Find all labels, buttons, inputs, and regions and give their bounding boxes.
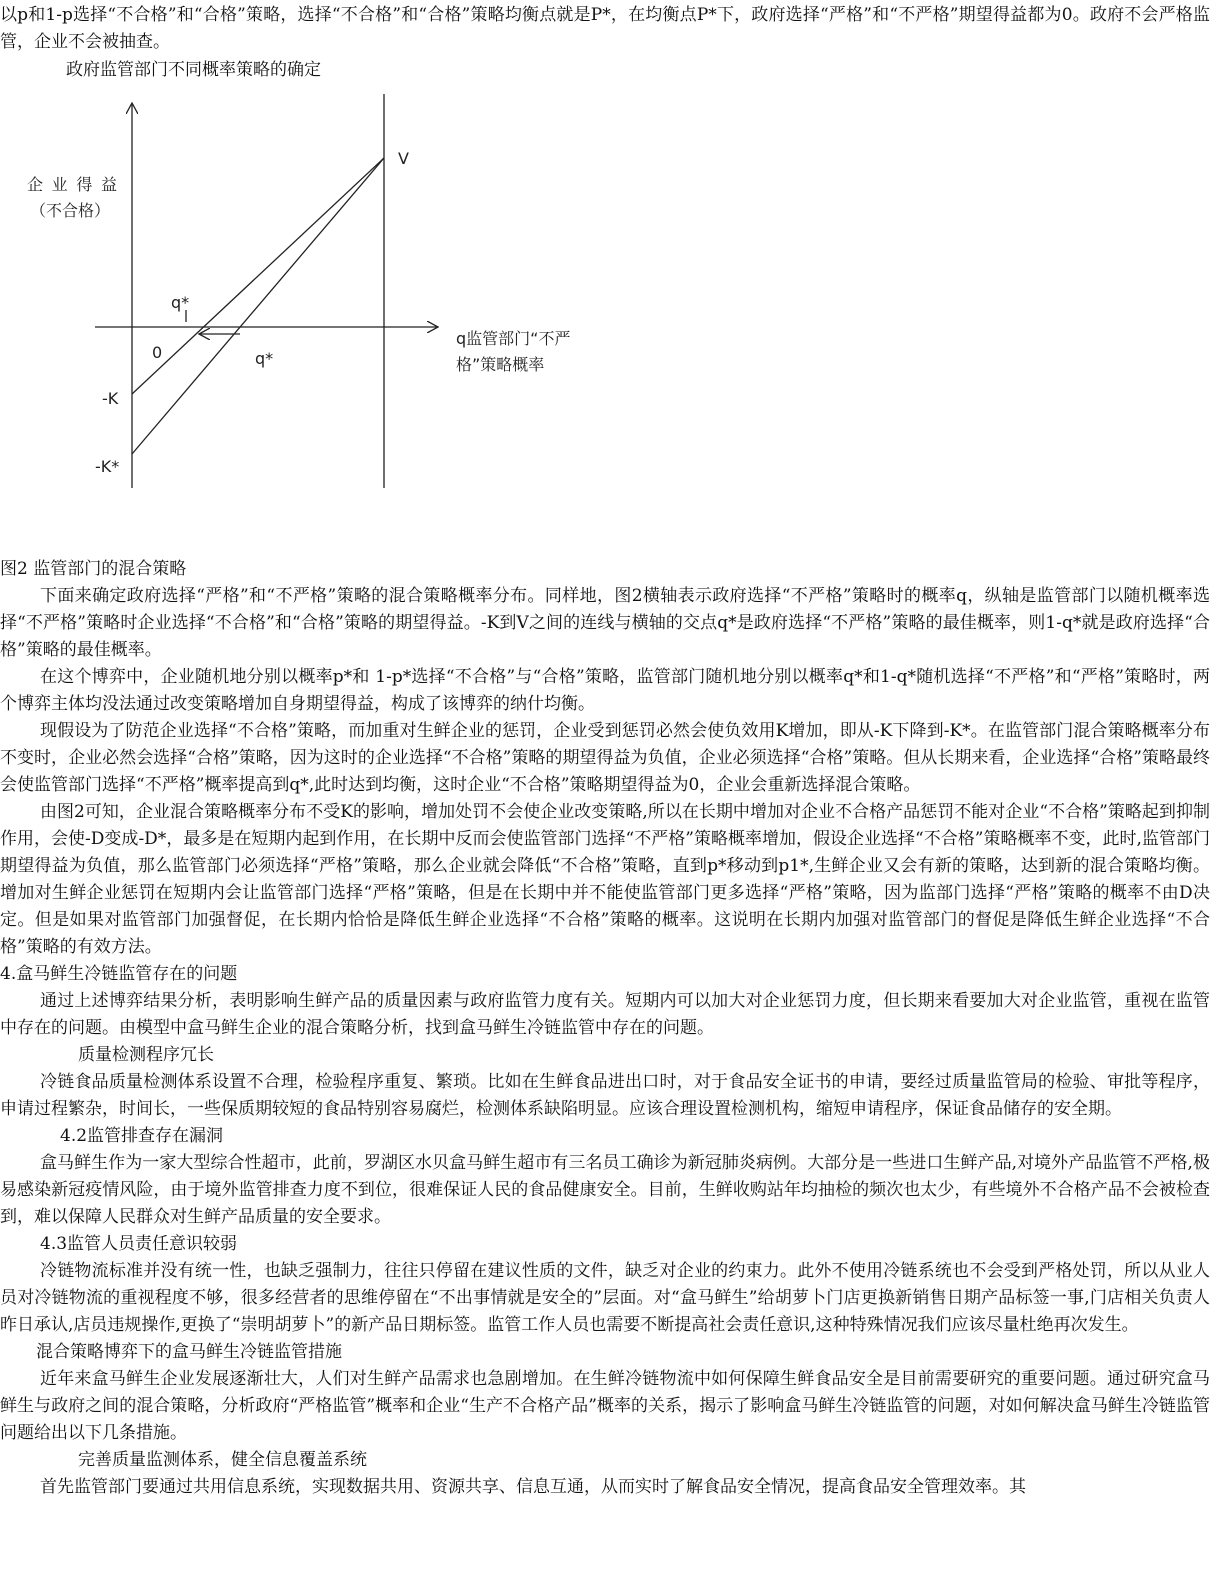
neg-k-star-label: -K* bbox=[95, 457, 120, 476]
q-star-star-label: q* bbox=[255, 349, 274, 368]
y-axis-label-line1: 企业得益 bbox=[27, 175, 117, 194]
section-4-3-body: 冷链物流标准并没有统一性，也缺乏强制力，往往只停留在建议性质的文件，缺乏对企业的约束力。此外不使用冷链系统也不会受到严格处罚，所以从业人员对冷链物流的重视程度不够，很多经营者的思维停留在“不出事情就是安全的”层面。对“盒马鲜生”给胡萝卜门店更换新销售日期产品标签一事,门店相关负责人昨日承认,店员违规操作,更换了“崇明胡萝卜”的新产品日期标签。监管工作人员也需要不断提高社会责任意识,这种特殊情况我们应该尽量杜绝再次发生。 bbox=[0, 1261, 1210, 1335]
section-4-heading: 4.盒马鲜生冷链监管存在的问题 bbox=[0, 964, 238, 984]
section-5-heading: 混合策略博弈下的盒马鲜生冷链监管措施 bbox=[36, 1342, 342, 1362]
section-5-1-heading: 完善质量监测体系，健全信息覆盖系统 bbox=[78, 1450, 367, 1470]
v-label: V bbox=[398, 149, 409, 168]
section-heading-regulator-probability: 政府监管部门不同概率策略的确定 bbox=[66, 60, 321, 80]
x-axis-label-line1: q监管部门“不严 bbox=[456, 329, 571, 348]
section-4-1-body: 冷链食品质量检测体系设置不合理，检验程序重复、繁琐。比如在生鲜食品进出口时，对于食品安全证书的申请，要经过质量监管局的检验、审批等程序，申请过程繁杂，时间长，一些保质期较短的食品特别容易腐烂，检测体系缺陷明显。应该合理设置检测机构，缩短申请程序，保证食品储存的安全期。 bbox=[0, 1072, 1210, 1119]
paragraph-mixed-strategy-distribution: 下面来确定政府选择“严格”和“不严格”策略的混合策略概率分布。同样地，图2横轴表示政府选择“不严格”策略时的概率q，纵轴是监管部门以随机概率选择“不严格”策略时企业选择“不合格”和“合格”策略的期望得益。-K到V之间的连线与横轴的交点q*是政府选择“不严格”策略的最佳概率，则1-q*就是政府选择“合格”策略的最佳概率。 bbox=[0, 586, 1210, 660]
origin-label: 0 bbox=[152, 343, 163, 362]
paragraph-figure-analysis: 由图2可知，企业混合策略概率分布不受K的影响，增加处罚不会使企业改变策略,所以在长期中增加对企业不合格产品惩罚不能对企业“不合格”策略起到抑制作用，会使-D变成-D*，最多是在短期内起到作用，在长期中反而会使监管部门选择“不严格”策略概率增加，假设企业选择“不合格”策略概率不变，此时,监管部门期望得益为负值，那么监管部门必须选择“严格”策略，那么企业就会降低“不合格”策略，直到p*移动到p1*,生鲜企业又会有新的策略，达到新的混合策略均衡。增加对生鲜企业惩罚在短期内会让监管部门选择“严格”策略，但是在长期中并不能使监管部门更多选择“严格”策略，因为监部门选择“严格”策略的概率不由D决定。但是如果对监管部门加强督促，在长期内恰恰是降低生鲜企业选择“不合格”策略的概率。这说明在长期内加强对监管部门的督促是降低生鲜企业选择“不合格”策略的有效方法。 bbox=[0, 802, 1210, 957]
paragraph-penalty-assumption: 现假设为了防范企业选择“不合格”策略，而加重对生鲜企业的惩罚，企业受到惩罚必然会使负效用K增加，即从-K下降到-K*。在监管部门混合策略概率分布不变时，企业必然会选择“合格”策略，因为这时的企业选择“不合格”策略的期望得益为负值，企业必须选择“合格”策略。但从长期来看，企业选择“合格”策略最终会使监管部门选择“不严格”概率提高到q*,此时达到均衡，这时企业“不合格”策略期望得益为0，企业会重新选择混合策略。 bbox=[0, 721, 1210, 795]
section-5-1-body: 首先监管部门要通过共用信息系统，实现数据共用、资源共享、信息互通，从而实时了解食品安全情况，提高食品安全管理效率。其 bbox=[40, 1477, 1026, 1497]
section-5-intro: 近年来盒马鲜生企业发展逐渐壮大，人们对生鲜产品需求也急剧增加。在生鲜冷链物流中如何保障生鲜食品安全是目前需要研究的重要问题。通过研究盒马鲜生与政府之间的混合策略，分析政府“严格监管”概率和企业“生产不合格产品”概率的关系，揭示了影响盒马鲜生冷链监管的问题，对如何解决盒马鲜生冷链监管问题给出以下几条措施。 bbox=[0, 1369, 1210, 1443]
section-4-3-heading: 4.3监管人员责任意识较弱 bbox=[40, 1234, 238, 1254]
section-4-intro: 通过上述博弈结果分析，表明影响生鲜产品的质量因素与政府监管力度有关。短期内可以加大对企业惩罚力度，但长期来看要加大对企业监管，重视在监管中存在的问题。由模型中盒马鲜生企业的混合策略分析，找到盒马鲜生冷链监管中存在的问题。 bbox=[0, 991, 1210, 1038]
line-neg-k-star-to-v bbox=[132, 158, 384, 454]
section-4-1-heading: 质量检测程序冗长 bbox=[78, 1045, 214, 1065]
figure-2-diagram bbox=[0, 82, 620, 512]
section-4-2-body: 盒马鲜生作为一家大型综合性超市，此前，罗湖区水贝盒马鲜生超市有三名员工确诊为新冠肺炎病例。大部分是一些进口生鲜产品,对境外产品监管不严格,极易感染新冠疫情风险，由于境外监管排查力度不到位，很难保证人民的食品健康安全。目前，生鲜收购站年均抽检的频次也太少，有些境外不合格产品不会被检查到，难以保障人民群众对生鲜产品质量的安全要求。 bbox=[0, 1153, 1210, 1227]
q-star-label: q* bbox=[171, 293, 190, 312]
x-axis-label-line2: 格”策略概率 bbox=[456, 355, 545, 374]
body-text-flow bbox=[0, 556, 1210, 1501]
section-4-2-heading: 4.2监管排查存在漏洞 bbox=[60, 1126, 224, 1146]
neg-k-label: -K bbox=[102, 389, 119, 408]
figure-caption: 图2 监管部门的混合策略 bbox=[0, 559, 187, 579]
y-axis-label-line2: （不合格） bbox=[30, 201, 111, 220]
intro-paragraph: 以p和1-p选择“不合格”和“合格”策略，选择“不合格”和“合格”策略均衡点就是P*，在均衡点P*下，政府选择“严格”和“不严格”期望得益都为0。政府不会严格监管，企业不会被抽查。 bbox=[0, 5, 1210, 52]
paragraph-nash-equilibrium: 在这个博弈中，企业随机地分别以概率p*和 1-p*选择“不合格”与“合格”策略，监管部门随机地分别以概率q*和1-q*随机选择“不严格”和“严格”策略时，两个博弈主体均没法通过改变策略增加自身期望得益，构成了该博弈的纳什均衡。 bbox=[0, 667, 1210, 714]
